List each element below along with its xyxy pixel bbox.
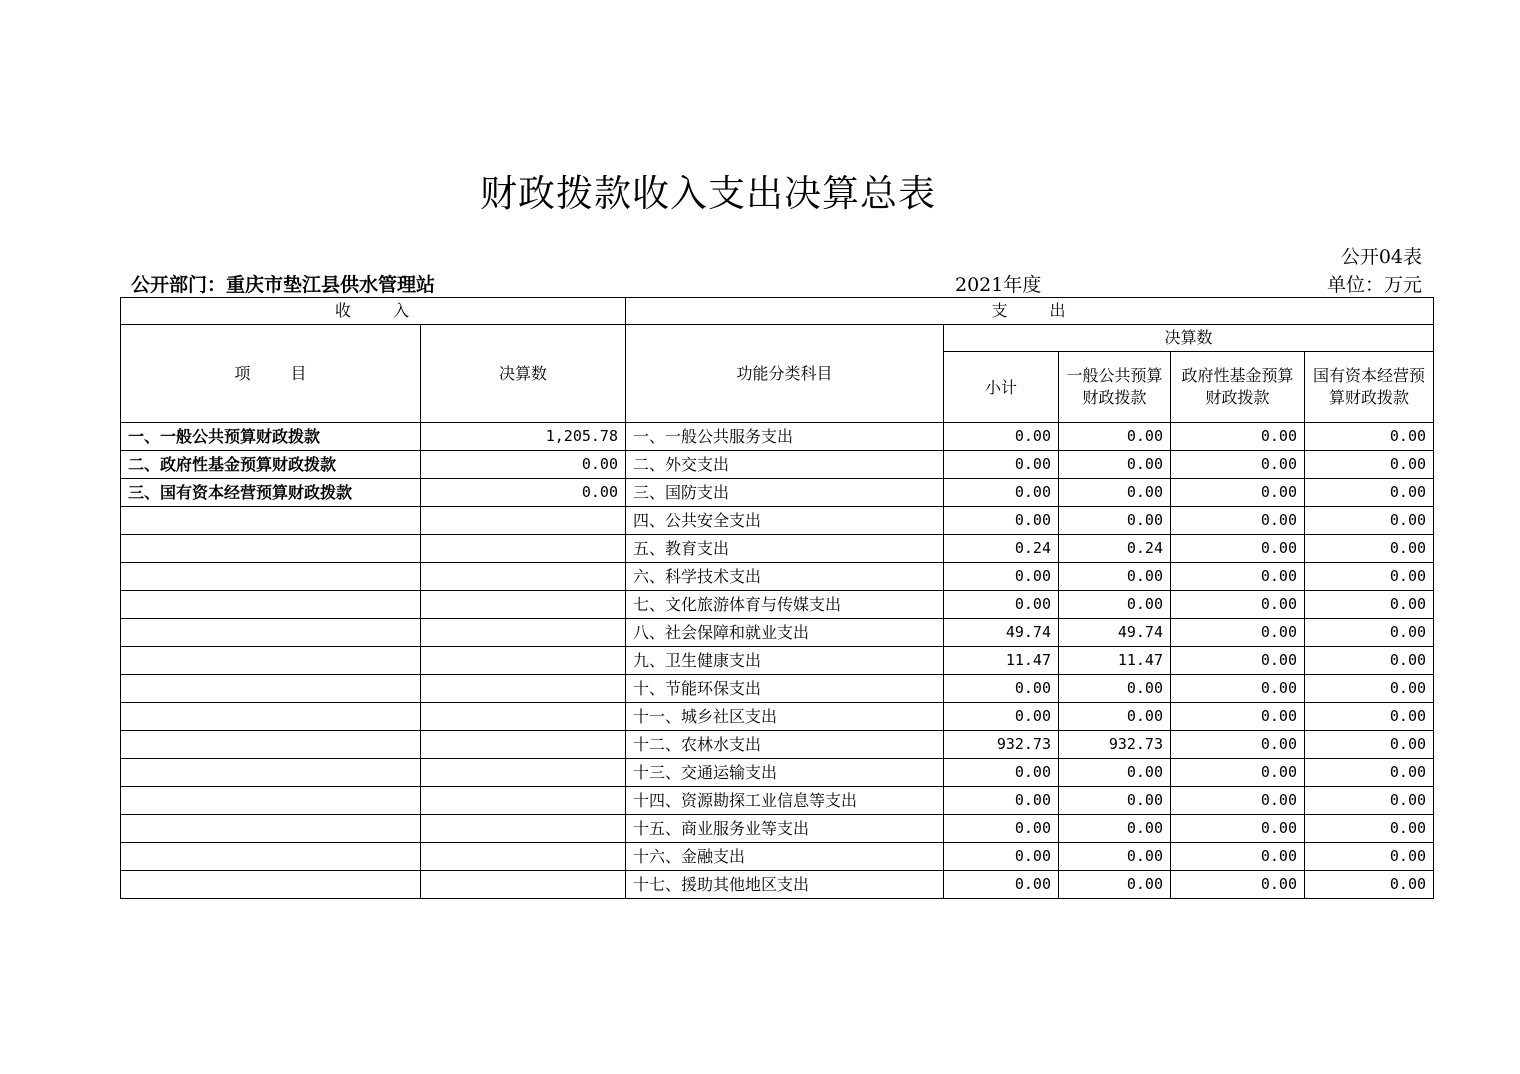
subtotal-cell: 49.74 — [944, 619, 1059, 647]
income-section-char-b: 入 — [393, 301, 412, 320]
subtotal-cell: 0.00 — [944, 787, 1059, 815]
table-row — [121, 423, 1434, 451]
expense-item-cell: 四、公共安全支出 — [626, 507, 944, 535]
income-amount-cell — [421, 703, 626, 731]
table-row — [121, 787, 1434, 815]
general-budget-cell: 0.00 — [1059, 815, 1171, 843]
income-item-cell — [121, 647, 421, 675]
income-amount-cell — [421, 787, 626, 815]
state-capital-cell: 0.00 — [1305, 591, 1434, 619]
fiscal-year: 2021年度 — [955, 274, 1042, 296]
gov-fund-cell: 0.00 — [1171, 535, 1305, 563]
general-budget-cell: 49.74 — [1059, 619, 1171, 647]
gov-fund-cell: 0.00 — [1171, 731, 1305, 759]
income-amount-cell — [421, 563, 626, 591]
state-capital-cell: 0.00 — [1305, 619, 1434, 647]
table-row — [121, 591, 1434, 619]
income-item-cell — [121, 815, 421, 843]
expense-item-cell: 三、国防支出 — [626, 479, 944, 507]
table-row — [121, 843, 1434, 871]
income-item-cell: 二、政府性基金预算财政拨款 — [121, 451, 421, 479]
state-capital-header: 国有资本经营预算财政拨款 — [1305, 352, 1434, 423]
subtotal-cell: 0.00 — [944, 423, 1059, 451]
table-row — [121, 619, 1434, 647]
state-capital-cell: 0.00 — [1305, 423, 1434, 451]
state-capital-cell: 0.00 — [1305, 451, 1434, 479]
expense-item-cell: 十一、城乡社区支出 — [626, 703, 944, 731]
subtotal-cell: 0.00 — [944, 703, 1059, 731]
item-header-char-b: 目 — [290, 364, 307, 383]
gov-fund-cell: 0.00 — [1171, 563, 1305, 591]
income-item-cell — [121, 507, 421, 535]
state-capital-cell: 0.00 — [1305, 703, 1434, 731]
general-budget-cell: 0.00 — [1059, 479, 1171, 507]
general-budget-cell: 0.00 — [1059, 787, 1171, 815]
state-capital-cell: 0.00 — [1305, 563, 1434, 591]
income-amount-cell — [421, 535, 626, 563]
state-capital-cell: 0.00 — [1305, 759, 1434, 787]
general-budget-header: 一般公共预算财政拨款 — [1059, 352, 1171, 423]
state-capital-cell: 0.00 — [1305, 731, 1434, 759]
general-budget-cell: 0.00 — [1059, 563, 1171, 591]
table-row — [121, 871, 1434, 899]
expense-item-cell: 十四、资源勘探工业信息等支出 — [626, 787, 944, 815]
income-item-cell: 一、一般公共预算财政拨款 — [121, 423, 421, 451]
income-section-char-a: 收 — [334, 301, 353, 320]
income-section-header — [121, 298, 626, 325]
income-item-cell — [121, 563, 421, 591]
income-item-cell — [121, 675, 421, 703]
subtotal-cell: 0.00 — [944, 591, 1059, 619]
gov-fund-cell: 0.00 — [1171, 871, 1305, 899]
gov-fund-cell: 0.00 — [1171, 759, 1305, 787]
gov-fund-cell: 0.00 — [1171, 451, 1305, 479]
table-row — [121, 647, 1434, 675]
state-capital-cell: 0.00 — [1305, 507, 1434, 535]
income-item-cell — [121, 759, 421, 787]
table-row — [121, 703, 1434, 731]
subtotal-header: 小计 — [944, 352, 1059, 423]
table-row — [121, 815, 1434, 843]
table-row — [121, 731, 1434, 759]
item-column-header — [121, 325, 421, 423]
income-item-cell — [121, 591, 421, 619]
general-budget-cell: 932.73 — [1059, 731, 1171, 759]
expense-item-cell: 六、科学技术支出 — [626, 563, 944, 591]
income-amount-cell — [421, 619, 626, 647]
general-budget-cell: 0.00 — [1059, 871, 1171, 899]
expense-item-cell: 十七、援助其他地区支出 — [626, 871, 944, 899]
table-row — [121, 479, 1434, 507]
subtotal-cell: 0.00 — [944, 563, 1059, 591]
subtotal-cell: 0.24 — [944, 535, 1059, 563]
gov-fund-cell: 0.00 — [1171, 787, 1305, 815]
income-amount-cell: 1,205.78 — [421, 423, 626, 451]
income-amount-cell — [421, 591, 626, 619]
income-item-cell: 三、国有资本经营预算财政拨款 — [121, 479, 421, 507]
income-item-cell — [121, 843, 421, 871]
subtotal-cell: 11.47 — [944, 647, 1059, 675]
table-row — [121, 535, 1434, 563]
function-category-header: 功能分类科目 — [626, 325, 944, 423]
general-budget-cell: 0.00 — [1059, 507, 1171, 535]
subtotal-cell: 0.00 — [944, 759, 1059, 787]
income-amount-cell — [421, 507, 626, 535]
state-capital-cell: 0.00 — [1305, 843, 1434, 871]
gov-fund-header: 政府性基金预算财政拨款 — [1171, 352, 1305, 423]
general-budget-cell: 0.24 — [1059, 535, 1171, 563]
state-capital-cell: 0.00 — [1305, 675, 1434, 703]
expense-item-cell: 七、文化旅游体育与传媒支出 — [626, 591, 944, 619]
expense-item-cell: 十、节能环保支出 — [626, 675, 944, 703]
gov-fund-cell: 0.00 — [1171, 843, 1305, 871]
general-budget-cell: 0.00 — [1059, 703, 1171, 731]
income-item-cell — [121, 787, 421, 815]
general-budget-cell: 0.00 — [1059, 423, 1171, 451]
final-amount-header: 决算数 — [944, 325, 1434, 352]
general-budget-cell: 0.00 — [1059, 591, 1171, 619]
income-amount-cell — [421, 871, 626, 899]
table-row — [121, 507, 1434, 535]
gov-fund-cell: 0.00 — [1171, 619, 1305, 647]
item-header-char-a: 项 — [234, 364, 251, 383]
state-capital-cell: 0.00 — [1305, 871, 1434, 899]
final-accounts-table — [120, 297, 1434, 899]
income-item-cell — [121, 703, 421, 731]
expense-item-cell: 十三、交通运输支出 — [626, 759, 944, 787]
subtotal-cell: 932.73 — [944, 731, 1059, 759]
state-capital-cell: 0.00 — [1305, 815, 1434, 843]
income-item-cell — [121, 871, 421, 899]
expense-section-header — [626, 298, 1434, 325]
subtotal-cell: 0.00 — [944, 675, 1059, 703]
gov-fund-cell: 0.00 — [1171, 703, 1305, 731]
expense-item-cell: 十六、金融支出 — [626, 843, 944, 871]
gov-fund-cell: 0.00 — [1171, 591, 1305, 619]
expense-item-cell: 八、社会保障和就业支出 — [626, 619, 944, 647]
expense-item-cell: 二、外交支出 — [626, 451, 944, 479]
expense-item-cell: 十五、商业服务业等支出 — [626, 815, 944, 843]
expense-section-char-a: 支 — [991, 301, 1010, 320]
income-amount-cell — [421, 647, 626, 675]
form-number: 公开04表 — [1340, 246, 1422, 268]
subtotal-cell: 0.00 — [944, 507, 1059, 535]
income-amount-cell — [421, 759, 626, 787]
expense-item-cell: 一、一般公共服务支出 — [626, 423, 944, 451]
gov-fund-cell: 0.00 — [1171, 507, 1305, 535]
general-budget-cell: 0.00 — [1059, 675, 1171, 703]
state-capital-cell: 0.00 — [1305, 479, 1434, 507]
income-item-cell — [121, 535, 421, 563]
table-row — [121, 675, 1434, 703]
subtotal-cell: 0.00 — [944, 815, 1059, 843]
department-label: 公开部门：重庆市垫江县供水管理站 — [131, 274, 436, 296]
table-row — [121, 451, 1434, 479]
state-capital-cell: 0.00 — [1305, 535, 1434, 563]
general-budget-cell: 0.00 — [1059, 451, 1171, 479]
income-amount-cell — [421, 815, 626, 843]
amount-column-header: 决算数 — [421, 325, 626, 423]
expense-section-char-b: 出 — [1049, 301, 1068, 320]
general-budget-cell: 0.00 — [1059, 759, 1171, 787]
income-amount-cell: 0.00 — [421, 479, 626, 507]
income-item-cell — [121, 619, 421, 647]
expense-item-cell: 九、卫生健康支出 — [626, 647, 944, 675]
table-row — [121, 563, 1434, 591]
general-budget-cell: 0.00 — [1059, 843, 1171, 871]
subtotal-cell: 0.00 — [944, 479, 1059, 507]
gov-fund-cell: 0.00 — [1171, 647, 1305, 675]
income-amount-cell — [421, 675, 626, 703]
expense-item-cell: 五、教育支出 — [626, 535, 944, 563]
expense-item-cell: 十二、农林水支出 — [626, 731, 944, 759]
gov-fund-cell: 0.00 — [1171, 675, 1305, 703]
gov-fund-cell: 0.00 — [1171, 815, 1305, 843]
table-row — [121, 759, 1434, 787]
gov-fund-cell: 0.00 — [1171, 479, 1305, 507]
subtotal-cell: 0.00 — [944, 843, 1059, 871]
income-item-cell — [121, 731, 421, 759]
state-capital-cell: 0.00 — [1305, 647, 1434, 675]
income-amount-cell — [421, 843, 626, 871]
subtotal-cell: 0.00 — [944, 451, 1059, 479]
income-amount-cell — [421, 731, 626, 759]
gov-fund-cell: 0.00 — [1171, 423, 1305, 451]
state-capital-cell: 0.00 — [1305, 787, 1434, 815]
income-amount-cell: 0.00 — [421, 451, 626, 479]
subtotal-cell: 0.00 — [944, 871, 1059, 899]
general-budget-cell: 11.47 — [1059, 647, 1171, 675]
page-title: 财政拨款收入支出决算总表 — [480, 172, 936, 215]
unit-label: 单位：万元 — [1326, 274, 1422, 296]
